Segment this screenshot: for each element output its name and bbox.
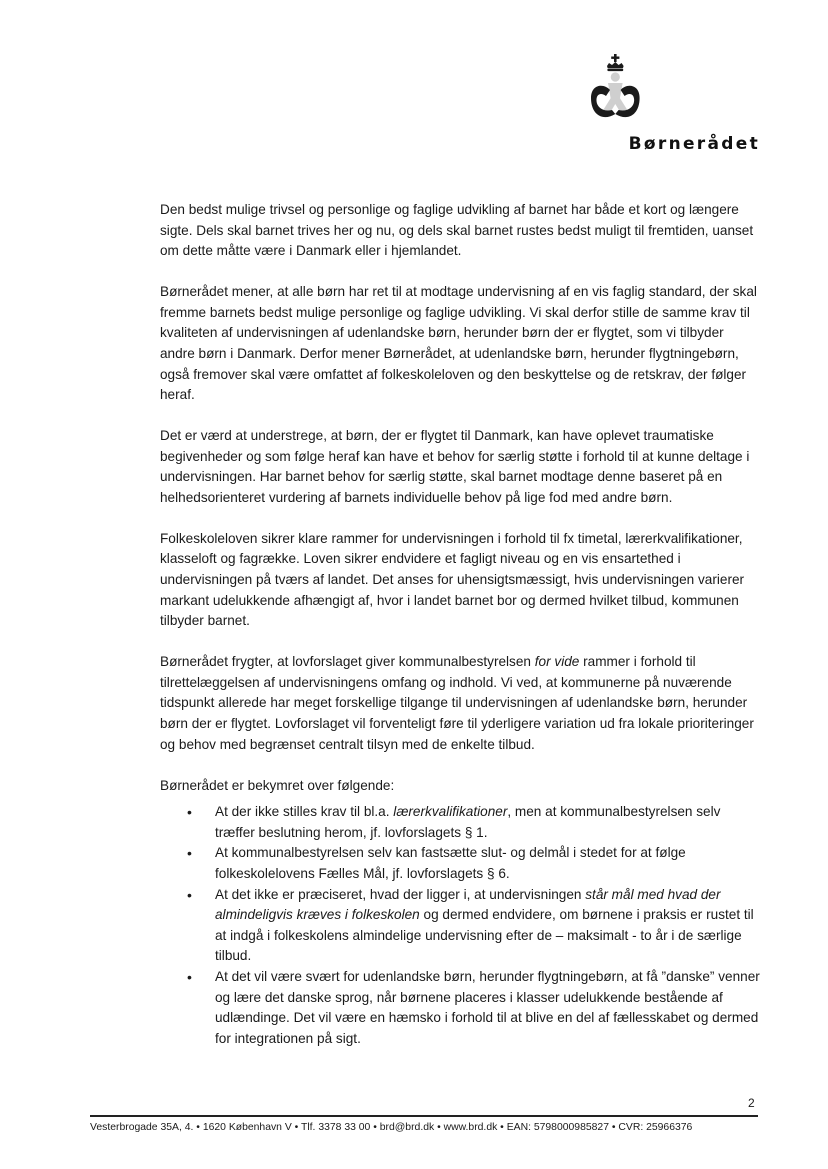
emphasis: står mål med hvad der almindeligvis kræves i folkeskolen <box>215 886 721 923</box>
letter-body <box>160 200 760 1049</box>
text-run: At det vil være svært for udenlandske børn, herunder flygtningebørn, at få ”danske” venner og lære det danske sprog, når børnene placeres i klasser udelukkende bestående af udlændinge. Det vil være en hæmsko i forhold til at blive en del af fællesskabet og dermed for integrationen på sigt. <box>215 968 760 1046</box>
text-run: og dermed endvidere, om børnene i praksis er rustet til at indgå i folkeskolens almindelige undervisning efter de – maksimalt - to år i de særlige tilbud. <box>215 907 754 964</box>
paragraph: Folkeskoleloven sikrer klare rammer for undervisningen i forhold til fx timetal, lærerkvalifikationer, klasseloft og fagrække. Loven sikrer endvidere et fagligt niveau og en vis ensartethed i undervisningen på tværs af landet. Det anses for uhensigtsmæssigt, hvis undervisningen varierer markant udelukkende afhængigt af, hvor i landet barnet bor og dermed hvilket tilbud, kommunen tilbyder barnet. <box>160 530 745 629</box>
emphasis: lærerkvalifikationer <box>393 804 508 820</box>
brand-name: Børnerådet <box>628 134 760 154</box>
paragraph: Børnerådet mener, at alle børn har ret til at modtage undervisning af en vis faglig standard, der skal fremme barnets bedst mulige personlige og faglige udvikling. Vi skal derfor stille de samme krav til kvaliteten af undervisningen af udenlandske børn, herunder børn der er flygtet, som vi tilbyder andre børn i Danmark. Derfor mener Børnerådet, at udenlandske børn, herunder flygtningebørn, også fremover skal være omfattet af folkeskoleloven og den beskyttelse og de retskrav, der følger heraf. <box>160 284 757 403</box>
bullet-icon: • <box>187 968 192 985</box>
list-item <box>160 802 760 843</box>
paragraph: Den bedst mulige trivsel og personlige og faglige udvikling af barnet har både et kort og længere sigte. Dels skal barnet trives her og nu, og dels skal barnet rustes bedst muligt til fremtiden, uanset om dette måtte være i Danmark eller i hjemlandet. <box>160 202 754 259</box>
emphasis: for vide <box>534 654 580 670</box>
footer-divider <box>90 1115 758 1117</box>
list-item <box>160 843 760 884</box>
concern-list <box>160 802 760 1049</box>
paragraph <box>160 652 760 755</box>
bullet-icon: • <box>187 845 192 862</box>
text-run: At det ikke er præciseret, hvad der ligger i, at undervisningen <box>215 886 586 902</box>
list-item <box>160 885 760 967</box>
crown-child-emblem-icon <box>582 52 652 124</box>
list-item <box>160 967 760 1049</box>
footer-address: Vesterbrogade 35A, 4. • 1620 København V • Tlf. 3378 33 00 • brd@brd.dk • www.brd.dk • EAN: 5798000985827 • CVR: 25966376 <box>90 1122 693 1133</box>
text-run: At kommunalbestyrelsen selv kan fastsætte slut- og delmål i stedet for at følge folkeskolelovens Fælles Mål, jf. lovforslagets § 6. <box>215 845 686 881</box>
list-intro: Børnerådet er bekymret over følgende: <box>160 777 395 793</box>
logo <box>560 52 760 162</box>
text-run: At der ikke stilles krav til bl.a. <box>215 804 394 820</box>
page-number: 2 <box>748 1096 755 1110</box>
text-run: Børnerådet frygter, at lovforslaget giver kommunalbestyrelsen <box>160 654 535 670</box>
bullet-icon: • <box>187 886 192 903</box>
paragraph: Det er værd at understrege, at børn, der er flygtet til Danmark, kan have oplevet traumatiske begivenheder og som følge heraf kan have et behov for særlig støtte i forhold til at kunne deltage i undervisningen. Har barnet behov for særlig støtte, skal barnet modtage denne baseret på en helhedsorienteret vurdering af barnets individuelle behov på lige fod med andre børn. <box>160 428 750 505</box>
text-run: rammer i forhold til tilrettelæggelsen af undervisningens omfang og indhold. Vi ved, at kommunerne på nuværende tidspunkt allerede har meget forskellige tilgange til undervisningen af udenlandske børn, herunder børn der er flygtet. Lovforslaget vil forventeligt føre til yderligere variation ud fra lokale prioriteringer og behov med begrænset centralt tilsyn med de enkelte tilbud. <box>160 654 754 752</box>
bullet-icon: • <box>187 804 192 821</box>
text-run: , men at kommunalbestyrelsen selv træffer beslutning herom, jf. lovforslagets § 1. <box>215 804 721 840</box>
